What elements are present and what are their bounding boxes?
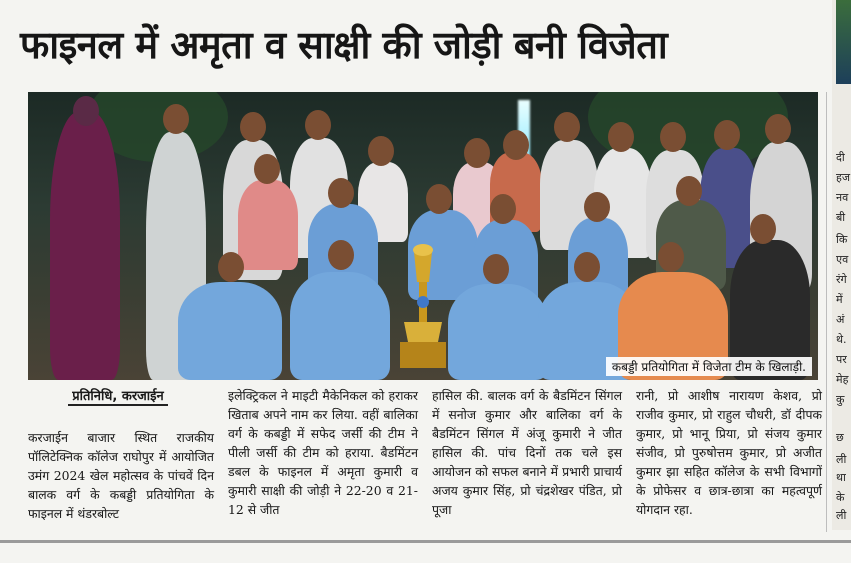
adjacent-text-fragment: एव <box>836 253 849 266</box>
adjacent-text-fragment: नव <box>836 191 849 204</box>
person-head <box>574 252 600 282</box>
person-head <box>305 110 331 140</box>
adjacent-text-fragment: था <box>836 471 846 484</box>
adjacent-text-fragment: के <box>836 491 845 504</box>
byline-text: प्रतिनिधि, करजाईन <box>68 389 168 406</box>
person-head <box>584 192 610 222</box>
trophy-icon <box>394 242 452 372</box>
person-head <box>608 122 634 152</box>
person-figure <box>238 180 298 270</box>
byline <box>28 386 208 404</box>
person-head <box>490 194 516 224</box>
person-head <box>254 154 280 184</box>
article-column-3: हासिल की. बालक वर्ग के बैडमिंटन सिंगल में सनोज कुमार और बालिका वर्ग के बैडमिंटन सिंगल में अंजू कुमारी ने जीत हासिल की. पांच दिनों तक चले इस आयोजन को सफल बनाने में प्रभारी प्राचार्य अजय कुमार सिंह, प्रो चंद्रशेखर पंडित, प्रो पूजा <box>432 388 622 517</box>
person-head <box>765 114 791 144</box>
adjacent-text-fragment: हज <box>836 171 851 184</box>
person-head <box>426 184 452 214</box>
person-head <box>240 112 266 142</box>
person-head <box>658 242 684 272</box>
article-column-1: करजाईन बाजार स्थित राजकीय पॉलिटेक्निक कॉलेज राघोपुर में आयोजित उमंग 2024 खेल महोत्सव के पांचवें दिन बालक वर्ग के कबड्डी प्रतियोगिता के फाइनल में थंडरबोल्ट <box>28 430 214 521</box>
person-head <box>750 214 776 244</box>
adjacent-text-fragment: रंगे <box>836 273 847 286</box>
adjacent-text-fragment: ली <box>836 509 847 522</box>
adjacent-text-fragment: थे. <box>836 333 847 346</box>
adjacent-text-fragment: कि <box>836 233 848 246</box>
adjacent-photo-thumbnail <box>836 0 851 84</box>
person-figure <box>178 282 282 380</box>
photo-caption: कबड्डी प्रतियोगिता में विजेता टीम के खिलाड़ी. <box>606 357 812 376</box>
person-head <box>464 138 490 168</box>
person-head <box>660 122 686 152</box>
team-photo <box>28 92 818 380</box>
article-column-4: रानी, प्रो आशीष नारायण केशव, प्रो राजीव कुमार, प्रो राहुल चौधरी, डॉ दीपक कुमार, प्रो भानू प्रिया, प्रो संजय कुमार संजीव, प्रो पुरुषोत्तम कुमार, प्रो अजीत कुमार झा सहित कॉलेज के सभी विभागों के प्रोफेसर व छात्र-छात्रा का महत्वपूर्ण योगदान रहा. <box>636 388 822 517</box>
person-head <box>503 130 529 160</box>
headline: फाइनल में अमृता व साक्षी की जोड़ी बनी विजेता <box>20 23 668 67</box>
adjacent-text-fragment: मेह <box>836 373 849 386</box>
person-head <box>368 136 394 166</box>
adjacent-text-fragment: कु <box>836 393 845 406</box>
adjacent-text-fragment: दी <box>836 151 845 164</box>
person-figure <box>448 284 548 380</box>
person-head <box>328 178 354 208</box>
adjacent-text-fragment: पर <box>836 353 847 366</box>
person-head <box>328 240 354 270</box>
adjacent-text-fragment: ली <box>836 453 847 466</box>
person-head <box>676 176 702 206</box>
person-head <box>714 120 740 150</box>
person-head <box>218 252 244 282</box>
adjacent-text-fragment: छ <box>836 431 844 444</box>
person-head <box>554 112 580 142</box>
adjacent-article-edge <box>832 0 851 530</box>
person-head <box>163 104 189 134</box>
person-figure <box>50 112 120 380</box>
article-column-2: इलेक्ट्रिकल ने माइटी मैकेनिकल को हराकर खिताब अपने नाम कर लिया. वहीं बालिका वर्ग के कबड्डी में सफेद जर्सी की टीम ने पीली जर्सी की टीम को हराया. बैडमिंटन डबल के फाइनल में अमृता कुमारी व कुमारी साक्षी की जोड़ी ने 22-20 व 21-12 से जीत <box>228 388 418 517</box>
person-head <box>73 96 99 126</box>
page-bottom-rule <box>0 540 851 543</box>
person-head <box>483 254 509 284</box>
person-figure <box>290 272 390 380</box>
adjacent-text-fragment: में <box>836 293 843 306</box>
adjacent-text-fragment: अं <box>836 313 845 326</box>
column-divider <box>826 92 827 532</box>
adjacent-text-fragment: बी <box>836 211 846 224</box>
